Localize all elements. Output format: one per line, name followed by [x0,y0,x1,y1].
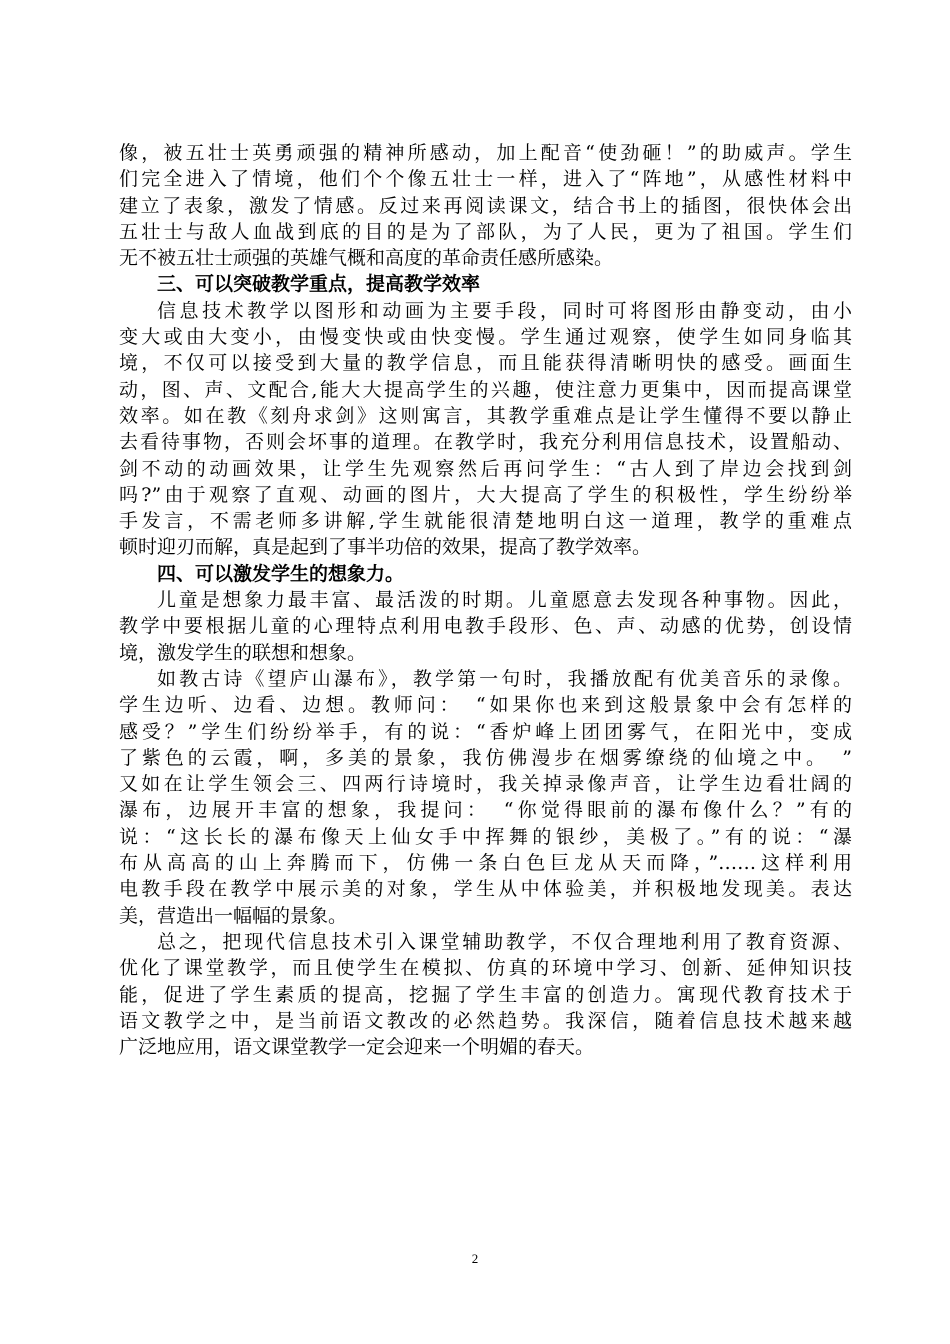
text-line: 电教手段在教学中展示美的对象，学生从中体验美，并积极地发现美。表达 [119,878,852,901]
text-line: 建立了表象，激发了情感。反过来再阅读课文，结合书上的插图，很快体会出 [119,194,852,217]
text-line: 能，促进了学生素质的提高，挖掘了学生丰富的创造力。寓现代教育技术于 [119,983,852,1006]
text-line: 境，不仅可以接受到大量的教学信息，而且能获得清晰明快的感受。画面生 [119,352,852,375]
text-line: 瀑布，边展开丰富的想象，我提问： “你觉得眼前的瀑布像什么？”有的 [119,799,852,822]
text-line: 信息技术教学以图形和动画为主要手段，同时可将图形由静变动，由小 [157,299,852,322]
text-line: 优化了课堂教学，而且使学生在模拟、仿真的环境中学习、创新、延伸知识技 [119,957,852,980]
document-body [119,140,852,1060]
text-line: 教学中要根据儿童的心理特点利用电教手段形、色、声、动感的优势，创设情 [119,615,852,638]
text-line: 总之，把现代信息技术引入课堂辅助教学，不仅合理地利用了教育资源、 [157,930,852,953]
text-line: 布从高高的山上奔腾而下，仿佛一条白色巨龙从天而降，”……这样利用 [119,852,852,875]
text-line: 五壮士与敌人血战到底的目的是为了部队，为了人民，更为了祖国。学生们 [119,220,852,243]
text-line: 广泛地应用，语文课堂教学一定会迎来一个明媚的春天。 [119,1036,595,1059]
page-number: 2 [471,1251,479,1266]
text-line: 无不被五壮士顽强的英雄气概和高度的革命责任感所感染。 [119,247,614,270]
text-line: 学生边听、边看、边想。教师问： “如果你也来到这般景象中会有怎样的 [119,694,852,717]
text-line: 了紫色的云霞，啊，多美的景象，我仿佛漫步在烟雾缭绕的仙境之中。 ” [119,746,852,769]
text-line: 说：“这长长的瀑布像天上仙女手中挥舞的银纱，美极了。”有的说：“瀑 [119,825,852,848]
text-line: 顿时迎刃而解，真是起到了事半功倍的效果，提高了教学效率。 [119,536,652,559]
text-line: 效率。如在教《刻舟求剑》这则寓言，其教学重难点是让学生懂得不要以静止 [119,404,852,427]
text-line: 变大或由大变小，由慢变快或由快变慢。学生通过观察，使学生如同身临其 [119,326,852,349]
section-heading: 三、可以突破教学重点，提高教学效率 [157,273,481,296]
text-line: 境，激发学生的联想和想象。 [119,641,367,664]
text-line: 手发言，不需老师多讲解,学生就能很清楚地明白这一道理，教学的重难点 [119,510,852,533]
text-line: 剑不动的动画效果，让学生先观察然后再问学生：“古人到了岸边会找到剑 [119,457,852,480]
section-heading: 四、可以激发学生的想象力。 [157,562,405,585]
text-line: 感受？”学生们纷纷举手，有的说：“香炉峰上团团雾气，在阳光中，变成 [119,720,852,743]
text-line: 如教古诗《望庐山瀑布》，教学第一句时，我播放配有优美音乐的录像。 [157,667,852,690]
text-line: 吗?”由于观察了直观、动画的图片，大大提高了学生的积极性，学生纷纷举 [119,483,852,506]
text-line: 又如在让学生领会三、四两行诗境时，我关掉录像声音，让学生边看壮阔的 [119,773,852,796]
text-line: 去看待事物，否则会坏事的道理。在教学时，我充分利用信息技术，设置船动、 [119,431,852,454]
text-line: 动，图、声、文配合,能大大提高学生的兴趣，使注意力更集中，因而提高课堂 [119,378,852,401]
text-line: 们完全进入了情境，他们个个像五壮士一样，进入了“阵地”，从感性材料中 [119,168,852,191]
text-line: 美，营造出一幅幅的景象。 [119,904,348,927]
text-line: 像，被五壮士英勇顽强的精神所感动，加上配音“使劲砸！”的助威声。学生 [119,142,852,164]
text-line: 儿童是想象力最丰富、最活泼的时期。儿童愿意去发现各种事物。因此， [157,589,852,612]
text-lines [119,140,852,1060]
text-line: 语文教学之中，是当前语文教改的必然趋势。我深信，随着信息技术越来越 [119,1009,852,1032]
